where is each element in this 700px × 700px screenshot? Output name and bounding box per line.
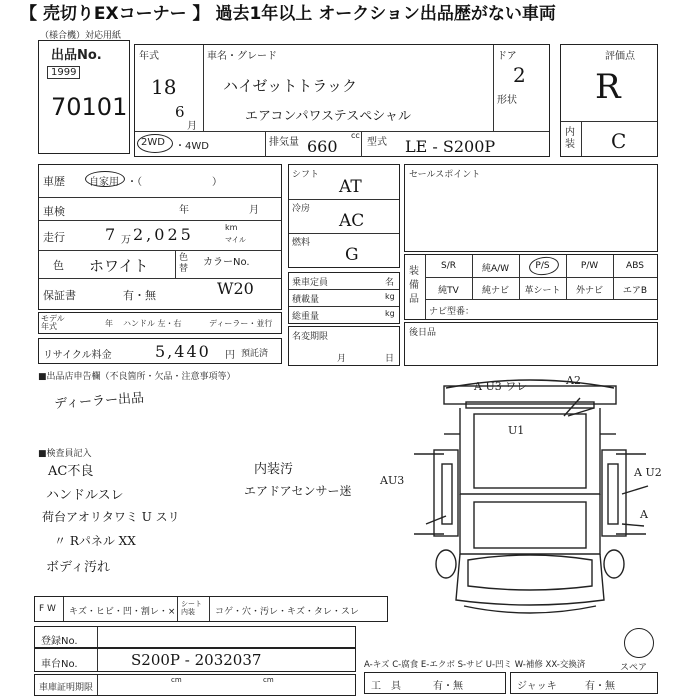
equipment-label: 装備品 (409, 266, 419, 305)
diagram-label-5: A U2 (634, 466, 662, 479)
drive-2wd: 2WD (141, 137, 165, 148)
equip-aw: 純A/W (481, 264, 510, 274)
aircon-label: 冷房 (292, 204, 311, 214)
name-change-box (288, 326, 400, 366)
inspector-line-2: ハンドルスレ (46, 488, 124, 503)
name-change-month: 月 (337, 354, 347, 364)
gross-unit: kg (385, 309, 395, 318)
warranty-value: 有・無 (123, 289, 156, 302)
model-year-label: モデル年式 (41, 314, 65, 331)
auction-sheet (34, 28, 666, 696)
fuel-value: G (345, 245, 359, 265)
fw-row (34, 596, 388, 622)
shift-label: シフト (292, 170, 320, 180)
color-label: 色 (53, 259, 64, 272)
lot-label: 出品No. (51, 48, 102, 63)
equip-ps: P/S (535, 261, 550, 271)
mileage-man: 7 (105, 225, 116, 244)
load-label: 積載量 (292, 295, 320, 305)
inspector-right-2: エアドアセンサー迷 (244, 484, 352, 498)
later-items-label: 後日品 (409, 328, 437, 338)
registration-row (34, 626, 356, 648)
color-change-label: 色替 (179, 253, 189, 274)
capacity-box (288, 272, 400, 324)
capacity-unit: 名 (385, 278, 395, 288)
certificate-cm-1: cm (171, 676, 182, 684)
gross-label: 総重量 (292, 312, 320, 322)
displacement-unit: cc (351, 131, 360, 140)
name-change-label: 名変期限 (292, 332, 329, 342)
tools-box (364, 672, 506, 694)
diagram-label-2: A2 (566, 374, 581, 387)
chassis-row (34, 648, 356, 672)
month-unit: 月 (187, 121, 197, 132)
shift-value: AT (339, 177, 362, 197)
tools-label: 工 具 (371, 681, 401, 692)
diagram-label-1: A U3 ワレ (474, 380, 528, 393)
inspector-line-5: ボディ汚れ (46, 560, 110, 575)
car-name: ハイゼットトラック (223, 77, 357, 95)
name-change-day: 日 (385, 354, 395, 364)
doors-value: 2 (513, 63, 526, 87)
lot-box (38, 40, 130, 154)
interior-value: C (611, 129, 627, 153)
color-code-value: W20 (217, 279, 254, 298)
history-label: 車歴 (43, 175, 65, 188)
sales-point-label: セールスポイント (409, 170, 481, 180)
model-code-value: LE - S200P (405, 137, 496, 156)
lot-code: 1999 (47, 66, 80, 79)
month-value: 6 (175, 103, 185, 121)
aircon-value: AC (339, 211, 365, 231)
drive-4wd: ・4WD (175, 141, 209, 152)
certificate-label: 車庫証明期限 (39, 683, 94, 693)
inspector-line-1: AC不良 (48, 464, 94, 479)
chassis-label: 車台No. (41, 659, 78, 670)
history-rest: ・（ ） (127, 177, 222, 188)
jack-label: ジャッキ (517, 681, 557, 692)
displacement-label: 排気量 (269, 137, 299, 148)
jack-value: 有・無 (585, 681, 615, 692)
color-value: ホワイト (89, 257, 149, 275)
navi-model: ナビ型番： (429, 307, 475, 317)
spare-icon (624, 628, 654, 658)
displacement-value: 660 (307, 137, 338, 156)
fw-sheet: シート内装 (181, 600, 202, 616)
score-label: 評価点 (605, 51, 635, 62)
equip-leather: 革シート (524, 286, 561, 296)
certificate-cm-2: cm (263, 676, 274, 684)
warranty-label: 保証書 (43, 289, 76, 302)
spare-label: スペア (620, 663, 648, 673)
diagram-label-6: A (640, 508, 648, 521)
shift-box (288, 164, 400, 268)
fw-items2: コゲ・穴・汚レ・キズ・タレ・スレ (215, 607, 359, 617)
diagram-label-3: U1 (508, 424, 525, 437)
mileage-value: 2,025 (133, 225, 194, 244)
shape-label: 形状 (497, 95, 517, 106)
later-items-box (404, 322, 658, 366)
model-code-label: 型式 (367, 137, 387, 148)
sheet-header: （様合機）対応用紙 (40, 31, 122, 41)
fw-items: キズ・ヒビ・凹・割レ・× (69, 607, 176, 617)
recycle-row (38, 338, 282, 364)
color-code-label: カラーNo. (203, 257, 250, 268)
capacity-label: 乗車定員 (292, 278, 329, 288)
inspector-label: ■検査員記入 (38, 449, 92, 459)
equipment-box (404, 254, 658, 320)
lot-number: 70101 (51, 93, 128, 121)
equip-airbag: エアB (622, 286, 648, 296)
interior-label: 内装 (565, 127, 575, 150)
inspection-year-unit: 年 (179, 205, 189, 216)
equip-sr: S/R (441, 261, 456, 271)
vehicle-box (134, 44, 550, 157)
fuel-label: 燃料 (292, 238, 311, 248)
mileage-man-unit: 万 (121, 235, 131, 246)
legend: A-キズ C-腐食 E-エクボ S-サビ U-凹ミ W-補修 XX-交換済 (364, 660, 586, 670)
declaration-text: ディーラー出品 (53, 390, 145, 413)
mileage-label: 走行 (43, 231, 65, 244)
banner-title: 【 売切りEXコーナー 】 過去1年以上 オークション出品歴がない車両 (0, 0, 700, 28)
score-box (560, 44, 658, 157)
year-label: 年式 (139, 51, 159, 62)
model-year-dealer: ディーラー・並行 (209, 319, 273, 328)
equip-abs: ABS (626, 261, 644, 271)
chassis-value: S200P - 2032037 (131, 651, 262, 669)
inspector-line-4: 〃 Rパネル XX (54, 534, 136, 548)
car-grade: エアコンパワステスペシャル (245, 109, 412, 124)
recycle-unit: 円 (225, 350, 235, 361)
details-box (38, 164, 282, 310)
car-label: 車名・グレード (207, 51, 277, 62)
tools-value: 有・無 (433, 681, 463, 692)
model-year-handle: ハンドル 左・右 (123, 319, 182, 328)
mileage-mile: マイル (225, 236, 246, 244)
recycle-label: リサイクル料金 (43, 350, 112, 361)
equip-pw: P/W (580, 261, 599, 271)
certificate-row (34, 674, 356, 696)
equip-tv: 純TV (438, 286, 459, 296)
recycle-value: 5,440 (155, 342, 211, 361)
inspection-label: 車検 (43, 205, 65, 218)
mileage-km: km (225, 223, 238, 232)
inspector-line-3: 荷台アオリタワミ U スリ (42, 510, 180, 524)
year-value: 18 (151, 75, 177, 99)
fw-label: F W (39, 604, 56, 614)
registration-label: 登録No. (41, 636, 78, 647)
equip-extnavi: 外ナビ (575, 286, 603, 296)
sales-point-box (404, 164, 658, 252)
doors-label: ドア (497, 51, 517, 62)
jack-box (510, 672, 658, 694)
inspection-month-unit: 月 (249, 205, 259, 216)
declaration-label: ■出品店申告欄（不良箇所・欠品・注意事項等） (38, 372, 236, 382)
car-diagram (404, 374, 666, 624)
load-unit: kg (385, 292, 395, 301)
score-value: R (595, 67, 621, 107)
diagram-label-4: AU3 (380, 474, 405, 487)
model-year-year: 年 (105, 319, 113, 328)
model-year-row (38, 312, 282, 334)
inspector-right-1: 内装汚 (254, 462, 294, 477)
recycle-note: 預託済 (241, 349, 269, 359)
equip-navi: 純ナビ (481, 286, 509, 296)
history-value: 自家用 (89, 177, 119, 188)
